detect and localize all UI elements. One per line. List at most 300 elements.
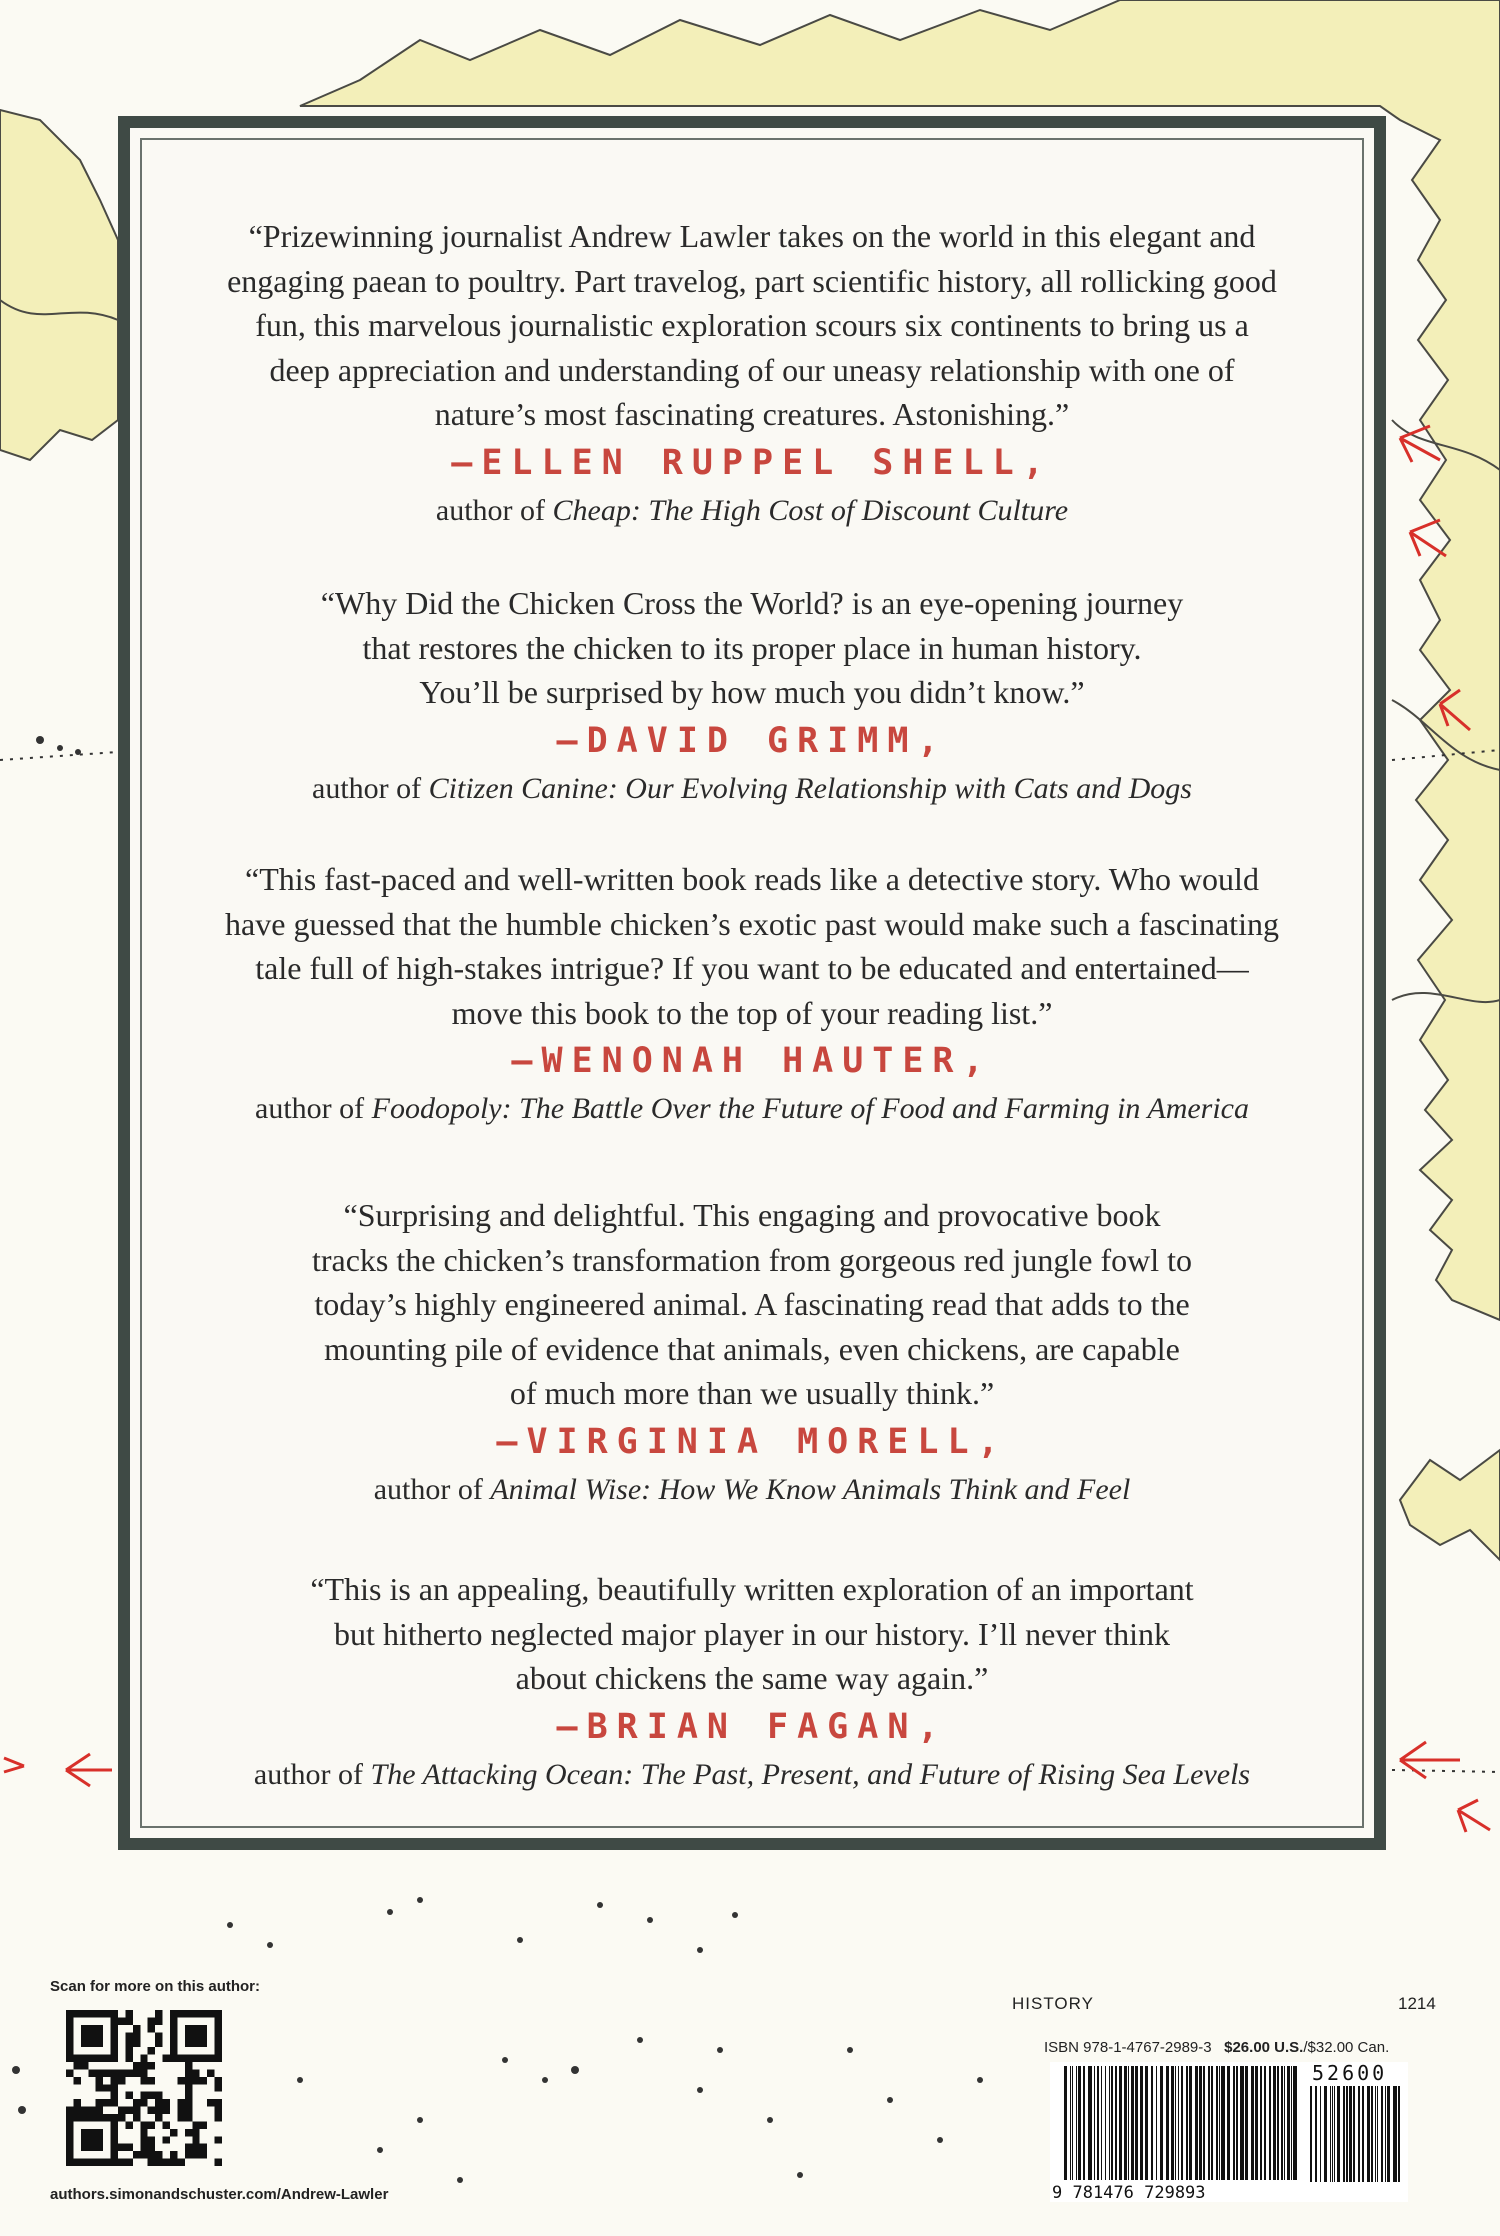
qr-module (185, 2025, 192, 2032)
category-label: HISTORY (1012, 1994, 1094, 2013)
qr-module (185, 2084, 192, 2091)
qr-module (125, 2144, 132, 2151)
blurb-quote (154, 1567, 1350, 1701)
barcode-bar (1221, 2066, 1225, 2180)
barcode-bar (1119, 2066, 1122, 2180)
qr-module (111, 2121, 118, 2128)
qr-module (148, 2151, 155, 2158)
qr-module (96, 2025, 103, 2032)
qr-module (81, 2159, 88, 2166)
qr-module (148, 2077, 155, 2084)
qr-module (66, 2055, 73, 2062)
qr-module (177, 2114, 184, 2121)
barcode-bar (1140, 2066, 1143, 2180)
qr-module (125, 2159, 132, 2166)
qr-module (96, 2099, 103, 2106)
qr-module (81, 2025, 88, 2032)
qr-module (155, 2040, 162, 2047)
qr-module (155, 2092, 162, 2099)
qr-module (207, 2055, 214, 2062)
book-title: Animal Wise: How We Know Animals Think and Feel (490, 1472, 1131, 1506)
qr-module (192, 2151, 199, 2158)
barcode-bar (1128, 2066, 1129, 2180)
qr-module (215, 2099, 222, 2106)
qr-module (111, 2069, 118, 2076)
barcode-bar (1245, 2066, 1248, 2180)
qr-module (185, 2144, 192, 2151)
qr-module (215, 2107, 222, 2114)
qr-module (185, 2055, 192, 2062)
qr-module (96, 2159, 103, 2166)
barcode-bar (1310, 2086, 1312, 2182)
qr-module (148, 2047, 155, 2054)
qr-module (140, 2121, 147, 2128)
qr-module (200, 2025, 207, 2032)
qr-module (170, 2055, 177, 2062)
book-prefix: author of (312, 771, 429, 805)
qr-module (103, 2084, 110, 2091)
book-title: The Attacking Ocean: The Past, Present, and Future of Rising Sea Levels (370, 1757, 1251, 1791)
qr-module (66, 2136, 73, 2143)
qr-module (155, 2017, 162, 2024)
qr-module (148, 2107, 155, 2114)
qr-module (96, 2077, 103, 2084)
qr-module (96, 2055, 103, 2062)
qr-module (111, 2040, 118, 2047)
qr-module (88, 2114, 95, 2121)
blurb-book-credit (154, 491, 1350, 531)
qr-module (103, 2010, 110, 2017)
blurb-wenonah-hauter (154, 857, 1350, 1129)
qr-module (111, 2010, 118, 2017)
qr-module (148, 2136, 155, 2143)
qr-module (177, 2010, 184, 2017)
qr-module (111, 2114, 118, 2121)
barcode-bar (1078, 2066, 1081, 2180)
barcode-bar (1362, 2086, 1364, 2182)
qr-module (215, 2159, 222, 2166)
qr-module (140, 2092, 147, 2099)
qr-module (200, 2032, 207, 2039)
blurb-attribution: —ELLEN RUPPEL SHELL, (451, 442, 1053, 483)
quote-line: today’s highly engineered animal. A fascinating read that adds to the (314, 1286, 1190, 1323)
qr-module (155, 2032, 162, 2039)
qr-module (170, 2025, 177, 2032)
blurb-book-credit (154, 1089, 1350, 1129)
qr-module (140, 2129, 147, 2136)
qr-module (155, 2010, 162, 2017)
qr-module (133, 2032, 140, 2039)
barcode-bar (1324, 2086, 1327, 2182)
blurb-david-grimm (154, 581, 1350, 809)
qr-module (125, 2092, 132, 2099)
qr-module (170, 2017, 177, 2024)
qr-module (170, 2032, 177, 2039)
barcode-bar (1175, 2066, 1176, 2180)
arrow-icon (66, 1754, 112, 1786)
qr-module (155, 2114, 162, 2121)
qr-module (133, 2151, 140, 2158)
barcode-bar (1251, 2066, 1254, 2180)
barcode-bar (1330, 2086, 1331, 2182)
barcode-bar (1111, 2066, 1113, 2180)
qr-module (111, 2017, 118, 2024)
qr-module (81, 2107, 88, 2114)
qr-module (81, 2114, 88, 2121)
blurb-panel (118, 116, 1386, 1850)
qr-module (163, 2121, 170, 2128)
qr-module (133, 2040, 140, 2047)
barcode-bar (1349, 2086, 1352, 2182)
qr-module (81, 2062, 88, 2069)
qr-module (111, 2032, 118, 2039)
qr-module (215, 2055, 222, 2062)
qr-module (140, 2077, 147, 2084)
barcode-bar (1346, 2086, 1348, 2182)
barcode-bar (1393, 2086, 1397, 2182)
qr-module (118, 2114, 125, 2121)
arrow-icon (1400, 1742, 1460, 1778)
barcode-bar (1291, 2066, 1292, 2180)
qr-module (215, 2040, 222, 2047)
qr-module (207, 2010, 214, 2017)
barcode-bar (1255, 2066, 1258, 2180)
route-line (0, 752, 118, 760)
qr-module (111, 2136, 118, 2143)
qr-module (111, 2077, 118, 2084)
barcode-bar (1337, 2086, 1340, 2182)
quote-line: move this book to the top of your reading list.” (451, 994, 1053, 1031)
qr-module (103, 2099, 110, 2106)
blurb-virginia-morell (154, 1193, 1350, 1510)
qr-module (111, 2025, 118, 2032)
qr-module (133, 2107, 140, 2114)
qr-module (81, 2055, 88, 2062)
qr-module (73, 2099, 80, 2106)
qr-module (118, 2107, 125, 2114)
qr-module (155, 2159, 162, 2166)
qr-module (81, 2032, 88, 2039)
qr-module (111, 2129, 118, 2136)
barcode-bar (1171, 2066, 1174, 2180)
qr-module (73, 2077, 80, 2084)
qr-module (88, 2010, 95, 2017)
book-title: Citizen Canine: Our Evolving Relationship with Cats and Dogs (428, 771, 1192, 805)
qr-module (185, 2040, 192, 2047)
qr-module (73, 2062, 80, 2069)
barcode-bar (1343, 2086, 1345, 2182)
blurb-book-credit (154, 769, 1350, 809)
qr-module (163, 2136, 170, 2143)
arrow-icon (4, 1758, 24, 1772)
qr-module (192, 2136, 199, 2143)
book-prefix: author of (373, 1472, 491, 1506)
qr-module (177, 2107, 184, 2114)
qr-module (200, 2077, 207, 2084)
qr-module (148, 2121, 155, 2128)
qr-module (200, 2151, 207, 2158)
price-addon-number: 52600 (1312, 2062, 1388, 2085)
qr-module (215, 2047, 222, 2054)
qr-module (66, 2107, 73, 2114)
barcode-bar (1199, 2066, 1202, 2180)
barcode-bar (1109, 2066, 1110, 2180)
book-prefix: author of (435, 493, 553, 527)
barcode-bar (1240, 2066, 1244, 2180)
barcode-bar (1353, 2086, 1355, 2182)
price-can: /$32.00 Can. (1303, 2039, 1390, 2056)
barcode-bar (1358, 2086, 1360, 2182)
qr-module (170, 2010, 177, 2017)
barcode-bar (1264, 2066, 1266, 2180)
barcode-bar (1387, 2086, 1390, 2182)
quote-line: but hitherto neglected major player in our history. I’ll never think (334, 1615, 1170, 1652)
qr-module (66, 2121, 73, 2128)
barcode-bar (1072, 2066, 1073, 2180)
qr-module (81, 2129, 88, 2136)
qr-module (103, 2069, 110, 2076)
quote-line: of much more than we usually think.” (509, 1375, 995, 1412)
qr-module (111, 2047, 118, 2054)
barcode-bar (1178, 2066, 1179, 2180)
book-title: Foodopoly: The Battle Over the Future of Food and Farming in America (371, 1092, 1249, 1126)
qr-module (170, 2129, 177, 2136)
blurb-quote (154, 1193, 1350, 1416)
barcode-bar (1277, 2066, 1279, 2180)
qr-module (88, 2136, 95, 2143)
qr-module (185, 2077, 192, 2084)
qr-module (96, 2040, 103, 2047)
book-title: Cheap: The High Cost of Discount Culture (552, 493, 1069, 527)
barcode-bar (1195, 2066, 1198, 2180)
barcode-bar (1181, 2066, 1183, 2180)
barcode-bar (1156, 2066, 1157, 2180)
qr-module (177, 2099, 184, 2106)
qr-module (125, 2055, 132, 2062)
qr-module (96, 2010, 103, 2017)
qr-module (185, 2032, 192, 2039)
blurb-book-credit (154, 1755, 1350, 1795)
qr-module (192, 2055, 199, 2062)
barcode-bar (1315, 2086, 1317, 2182)
qr-module (88, 2129, 95, 2136)
qr-module (192, 2010, 199, 2017)
qr-module (88, 2159, 95, 2166)
qr-module (185, 2129, 192, 2136)
qr-module (118, 2144, 125, 2151)
barcode-bar (1273, 2066, 1276, 2180)
qr-module (88, 2069, 95, 2076)
qr-module (88, 2025, 95, 2032)
qr-module (140, 2055, 147, 2062)
qr-module (88, 2144, 95, 2151)
barcode-bar (1216, 2066, 1218, 2180)
qr-module (185, 2069, 192, 2076)
barcode-bar (1189, 2066, 1192, 2180)
quote-line: about chickens the same way again.” (515, 1660, 989, 1697)
blurb-quote (154, 581, 1350, 715)
qr-module (177, 2077, 184, 2084)
qr-module (125, 2017, 132, 2024)
barcode-bar (1083, 2066, 1085, 2180)
quote-line: “Prizewinning journalist Andrew Lawler takes on the world in this elegant and (248, 218, 1256, 254)
quote-line: tale full of high-stakes intrigue? If you want to be educated and entertained— (255, 950, 1249, 987)
price-us: $26.00 U.S. (1224, 2039, 1304, 2056)
qr-module (215, 2136, 222, 2143)
barcode-number: 9 781476 729893 (1052, 2183, 1206, 2202)
qr-module (192, 2025, 199, 2032)
quote-line: “This is an appealing, beautifully written exploration of an important (310, 1571, 1194, 1607)
qr-module (133, 2062, 140, 2069)
qr-module (73, 2055, 80, 2062)
qr-module (66, 2032, 73, 2039)
book-prefix: author of (255, 1092, 372, 1126)
qr-module (185, 2099, 192, 2106)
blurb-attribution: —DAVID GRIMM, (556, 720, 948, 761)
barcode-bar (1385, 2086, 1386, 2182)
qr-module (118, 2017, 125, 2024)
qr-module (66, 2025, 73, 2032)
barcode-bar (1076, 2066, 1077, 2180)
barcode-bar (1281, 2066, 1283, 2180)
qr-module (207, 2069, 214, 2076)
author-url-link[interactable]: authors.simonandschuster.com/Andrew-Lawler (50, 2186, 389, 2203)
qr-code-icon[interactable] (66, 2010, 222, 2166)
qr-module (133, 2114, 140, 2121)
arrow-icon (1458, 1800, 1490, 1832)
barcode-bar (1105, 2066, 1106, 2180)
qr-module (111, 2099, 118, 2106)
qr-module (66, 2151, 73, 2158)
isbn: ISBN 978-1-4767-2989-3 (1044, 2039, 1212, 2056)
barcode-bar (1334, 2086, 1335, 2182)
qr-module (66, 2040, 73, 2047)
barcode-bar (1151, 2066, 1153, 2180)
qr-module (148, 2025, 155, 2032)
qr-module (125, 2032, 132, 2039)
qr-module (200, 2144, 207, 2151)
qr-module (66, 2017, 73, 2024)
barcode-bar (1203, 2066, 1205, 2180)
qr-module (185, 2151, 192, 2158)
barcode-bar (1101, 2066, 1102, 2180)
qr-module (96, 2129, 103, 2136)
qr-module (140, 2151, 147, 2158)
quote-line: engaging paean to poultry. Part travelog, part scientific history, all rollicking good (227, 262, 1277, 299)
quote-line: mounting pile of evidence that animals, even chickens, are capable (324, 1330, 1180, 1367)
qr-module (185, 2107, 192, 2114)
qr-module (215, 2025, 222, 2032)
qr-module (177, 2055, 184, 2062)
blurb-brian-fagan (154, 1567, 1350, 1795)
qr-module (207, 2099, 214, 2106)
qr-module (103, 2159, 110, 2166)
qr-module (215, 2077, 222, 2084)
qr-module (125, 2069, 132, 2076)
blurb-ellen-ruppel-shell (154, 214, 1350, 531)
barcode-bar (1124, 2066, 1127, 2180)
qr-module (200, 2040, 207, 2047)
qr-module (125, 2040, 132, 2047)
qr-module (111, 2084, 118, 2091)
qr-module (111, 2151, 118, 2158)
barcode-bar (1233, 2066, 1235, 2180)
qr-module (200, 2010, 207, 2017)
barcode-bar (1094, 2066, 1095, 2180)
qr-module (73, 2010, 80, 2017)
product-code: 1214 (1398, 1994, 1436, 2013)
barcode-bar (1208, 2066, 1210, 2180)
land-bottom-right (1400, 1450, 1500, 1560)
qr-module (215, 2084, 222, 2091)
quote-line: “Why Did the Chicken Cross the World? is an eye-opening journey (320, 585, 1184, 621)
blurb-book-credit (154, 1470, 1350, 1510)
qr-module (125, 2121, 132, 2128)
qr-module (118, 2077, 125, 2084)
qr-module (81, 2136, 88, 2143)
qr-module (215, 2010, 222, 2017)
qr-module (66, 2159, 73, 2166)
qr-module (118, 2069, 125, 2076)
barcode-bar (1131, 2066, 1134, 2180)
qr-module (148, 2092, 155, 2099)
quote-line: deep appreciation and understanding of our uneasy relationship with one of (269, 351, 1235, 388)
qr-module (170, 2040, 177, 2047)
qr-module (111, 2055, 118, 2062)
qr-module (192, 2121, 199, 2128)
qr-module (111, 2159, 118, 2166)
barcode-bar (1064, 2066, 1067, 2180)
book-prefix: author of (253, 1757, 371, 1791)
qr-module (192, 2077, 199, 2084)
barcode-bar (1166, 2066, 1169, 2180)
qr-module (215, 2017, 222, 2024)
qr-module (66, 2144, 73, 2151)
qr-module (140, 2136, 147, 2143)
qr-module (185, 2010, 192, 2017)
qr-module (155, 2151, 162, 2158)
qr-module (185, 2062, 192, 2069)
barcode-bar (1375, 2086, 1376, 2182)
qr-module (148, 2144, 155, 2151)
barcode-bar (1293, 2066, 1297, 2180)
barcode-bar (1371, 2086, 1373, 2182)
qr-module (118, 2159, 125, 2166)
qr-module (73, 2107, 80, 2114)
barcode-bar (1284, 2066, 1285, 2180)
isbn-barcode (1050, 2062, 1408, 2202)
qr-module (66, 2069, 73, 2076)
qr-module (103, 2114, 110, 2121)
qr-module (148, 2017, 155, 2024)
qr-module (81, 2144, 88, 2151)
qr-module (133, 2025, 140, 2032)
qr-module (66, 2010, 73, 2017)
blurb-quote (154, 857, 1350, 1035)
qr-module (192, 2069, 199, 2076)
land-top-left (0, 110, 118, 460)
qr-module (170, 2047, 177, 2054)
blurb-attribution: —BRIAN FAGAN, (556, 1706, 948, 1747)
qr-module (192, 2032, 199, 2039)
qr-module (96, 2144, 103, 2151)
qr-module (96, 2107, 103, 2114)
qr-module (200, 2121, 207, 2128)
quote-line: that restores the chicken to its proper place in human history. (362, 629, 1142, 666)
qr-module (96, 2084, 103, 2091)
isbn-price-line (1044, 2039, 1389, 2056)
qr-module (192, 2144, 199, 2151)
